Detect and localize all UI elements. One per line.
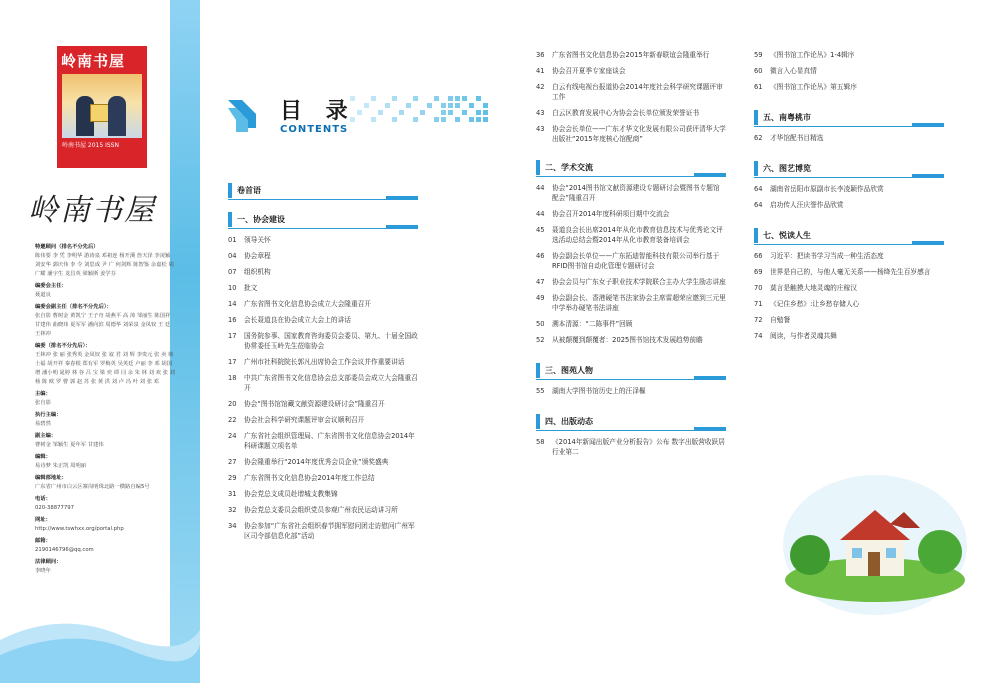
toc-item-title: 组织机构 bbox=[244, 268, 271, 276]
toc-column-2 bbox=[536, 50, 726, 475]
toc-column-3 bbox=[754, 50, 944, 359]
toc-item[interactable] bbox=[754, 315, 944, 325]
toc-item-title: 广东省图书文化信息协会2014年度工作总结 bbox=[244, 474, 375, 482]
toc-item-title: 启功传人汪庆誉作品欣赏 bbox=[770, 201, 844, 209]
magazine-cover bbox=[57, 46, 147, 168]
toc-item-title: 协会隆重举行“2014年度优秀会员企业”颁奖盛典 bbox=[244, 458, 389, 466]
section-title: 一、协会建设 bbox=[237, 215, 285, 224]
section-rule-accent bbox=[386, 196, 418, 199]
section-rule-accent bbox=[912, 174, 944, 177]
toc-item[interactable] bbox=[754, 184, 944, 194]
pattern-square bbox=[399, 110, 404, 115]
toc-item[interactable] bbox=[536, 277, 726, 287]
page-number: 47 bbox=[536, 278, 545, 286]
toc-item-title: 协会副会长单位——广东拓迪智能科技有限公司举行基于RFID图书馆自动化管理专题研讨会 bbox=[552, 252, 720, 270]
toc-item[interactable] bbox=[536, 209, 726, 219]
credit-label: 副主编： bbox=[35, 433, 57, 439]
page-number: 17 bbox=[228, 332, 237, 340]
toc-header bbox=[225, 88, 525, 148]
toc-item[interactable] bbox=[228, 431, 418, 451]
toc-item-title: 协会副会长、香港硬笔书法家协会主席雷超荣应邀到三元里中学举办硬笔书法讲座 bbox=[552, 294, 726, 312]
page-number: 58 bbox=[536, 438, 545, 446]
toc-item-title: 会长聂道良在协会成立大会上的讲话 bbox=[244, 316, 351, 324]
section-rule-accent bbox=[386, 225, 418, 228]
page-number: 36 bbox=[536, 51, 545, 59]
cover-footer: 岭南书屋 2015 ISSN bbox=[62, 142, 119, 149]
toc-item-title: 《记住乡愁》:让乡愁存储人心 bbox=[770, 300, 860, 308]
section-heading bbox=[754, 228, 944, 247]
credit-label: 编委会主任： bbox=[35, 283, 67, 289]
toc-item-title: 聂道良会长出席2014年从化市教育信息技术与优秀论文评选活动总结会暨2014年从化市教育装备培训会 bbox=[552, 226, 723, 244]
toc-item[interactable] bbox=[754, 251, 944, 261]
toc-item[interactable] bbox=[228, 267, 418, 277]
section-rule-accent bbox=[694, 173, 726, 176]
toc-item-title: 习近平：把读书学习当成一种生活态度 bbox=[770, 252, 884, 260]
toc-item[interactable] bbox=[228, 415, 418, 425]
toc-item-title: 《图书馆工作论丛》第五辑序 bbox=[770, 83, 857, 91]
sidebar-panel bbox=[0, 0, 200, 683]
toc-item-title: 湖南省岳阳市原副市长李凌颖作品欣赏 bbox=[770, 185, 884, 193]
toc-item[interactable] bbox=[754, 331, 944, 341]
page-number: 50 bbox=[536, 320, 545, 328]
section-rule bbox=[754, 126, 944, 127]
page-subtitle: CONTENTS bbox=[280, 124, 349, 135]
toc-item-title: 自勉餐 bbox=[770, 316, 791, 324]
page-number: 60 bbox=[754, 67, 763, 75]
toc-item-title: 《图书馆工作论丛》1-4辑序 bbox=[770, 51, 855, 59]
toc-item[interactable] bbox=[536, 293, 726, 313]
page-number: 66 bbox=[754, 252, 763, 260]
section-bar bbox=[754, 161, 758, 176]
section-title: 二、学术交流 bbox=[545, 163, 593, 172]
section-rule-accent bbox=[694, 427, 726, 430]
pattern-square bbox=[413, 117, 418, 122]
pattern-square bbox=[441, 117, 446, 122]
pattern-square bbox=[455, 96, 460, 101]
pattern-square bbox=[483, 117, 488, 122]
house-illustration bbox=[780, 470, 970, 620]
pattern-square bbox=[371, 96, 376, 101]
toc-item[interactable] bbox=[536, 335, 726, 345]
pattern-square bbox=[462, 110, 467, 115]
pattern-square bbox=[441, 103, 446, 108]
pattern-square bbox=[476, 96, 481, 101]
page-number: 22 bbox=[228, 416, 237, 424]
page-number: 62 bbox=[754, 134, 763, 142]
page-number: 71 bbox=[754, 300, 763, 308]
page-title: 目 录 bbox=[280, 99, 356, 124]
page-number: 44 bbox=[536, 210, 545, 218]
section-heading bbox=[228, 212, 418, 231]
pattern-square bbox=[434, 117, 439, 122]
toc-item-title: 协会召开2014年度科研项目期中交流会 bbox=[552, 210, 670, 218]
section-title: 七、悦读人生 bbox=[763, 231, 811, 240]
toc-item-title: 协会“2014图书馆文献资源建设专题研讨会暨图书专题馆配会”隆重召开 bbox=[552, 184, 720, 202]
section-heading bbox=[536, 160, 726, 179]
toc-item-title: 白云区教育发展中心为协会会长单位颁发荣誉证书 bbox=[552, 109, 700, 117]
pattern-square bbox=[469, 103, 474, 108]
toc-item-title: 湖南大学图书馆历史上的汪泽樞 bbox=[552, 387, 646, 395]
credit-label: 编辑： bbox=[35, 454, 51, 460]
toc-item[interactable] bbox=[228, 457, 418, 467]
toc-item[interactable] bbox=[754, 50, 944, 60]
pattern-square bbox=[441, 110, 446, 115]
pattern-square bbox=[483, 110, 488, 115]
section-heading bbox=[754, 110, 944, 129]
section-bar bbox=[536, 363, 540, 378]
credit-value: 广东省广州市白云区寨岗明珠北路一横路自编5号 bbox=[35, 484, 150, 490]
toc-item[interactable] bbox=[536, 108, 726, 118]
toc-item[interactable] bbox=[754, 267, 944, 277]
credit-label: 编委会副主任（排名不分先后）： bbox=[35, 304, 112, 310]
credit-label: 邮箱： bbox=[35, 538, 51, 544]
section-rule-accent bbox=[694, 376, 726, 379]
pattern-square bbox=[392, 96, 397, 101]
pattern-square bbox=[392, 117, 397, 122]
credit-value: http://www.tswhxx.org/portal.php bbox=[35, 526, 124, 532]
credit-label: 网址： bbox=[35, 517, 51, 523]
toc-item-title: 国务院参事、国家教育咨询委员会委员、第九、十届全国政协常委任玉岭先生莅临协会 bbox=[244, 332, 418, 350]
toc-item[interactable] bbox=[754, 82, 944, 92]
toc-item-title: 溯本清源：“二陈事件”回顾 bbox=[552, 320, 633, 328]
toc-item-title: 阅读，与作者灵魂共舞 bbox=[770, 332, 837, 340]
page-number: 46 bbox=[536, 252, 545, 260]
toc-item-title: 才华馆配书目精选 bbox=[770, 134, 824, 142]
credit-value: 易诗梦 朱正凯 周明丽 bbox=[35, 463, 87, 469]
credit-value: 020-38877797 bbox=[35, 505, 74, 511]
brand-logo: 岭南书屋 bbox=[28, 193, 156, 228]
toc-item-title: 协会参加“广东省社会组织春节拥军慰问团走访慰问广州军区司令部信息化部”活动 bbox=[244, 522, 415, 540]
toc-item[interactable] bbox=[228, 331, 418, 351]
page-number: 59 bbox=[754, 51, 763, 59]
toc-item-title: 从被颠覆到颠覆者：2025图书馆技术发展趋势前瞻 bbox=[552, 336, 703, 344]
page-number: 72 bbox=[754, 316, 763, 324]
toc-item-title: 协会会长单位——广东才华文化发展有限公司获评清华大学出版社“2015年度核心馆配商” bbox=[552, 125, 726, 143]
toc-item[interactable] bbox=[228, 235, 418, 245]
section-heading bbox=[536, 363, 726, 382]
section-bar bbox=[754, 228, 758, 243]
page-number: 01 bbox=[228, 236, 237, 244]
credit-label: 电话： bbox=[35, 496, 51, 502]
page-number: 64 bbox=[754, 185, 763, 193]
cover-title: 岭南书屋 bbox=[61, 52, 126, 70]
page-number: 27 bbox=[228, 458, 237, 466]
section-title: 四、出版动态 bbox=[545, 417, 593, 426]
toc-item[interactable] bbox=[754, 299, 944, 309]
page-number: 44 bbox=[536, 184, 545, 192]
credit-label: 主编： bbox=[35, 391, 51, 397]
page-number: 31 bbox=[228, 490, 237, 498]
section-title: 三、图苑人物 bbox=[545, 366, 593, 375]
page-number: 10 bbox=[228, 284, 237, 292]
toc-item-title: 协会党总支委员会组织党员参观广州农民运动讲习所 bbox=[244, 506, 398, 514]
toc-item[interactable] bbox=[228, 473, 418, 483]
section-bar bbox=[228, 212, 232, 227]
toc-item-title: 协会章程 bbox=[244, 252, 271, 260]
pattern-square bbox=[350, 117, 355, 122]
toc-item[interactable] bbox=[536, 437, 726, 457]
section-rule bbox=[228, 228, 418, 229]
pattern-square bbox=[434, 96, 439, 101]
credit-value: 聂道良 bbox=[35, 292, 51, 298]
page-number: 55 bbox=[536, 387, 545, 395]
pattern-square bbox=[469, 117, 474, 122]
page-number: 34 bbox=[228, 522, 237, 530]
square-pattern bbox=[350, 96, 500, 126]
toc-item-title: 批文 bbox=[244, 284, 258, 292]
pattern-square bbox=[448, 110, 453, 115]
credit-label: 编辑部地址： bbox=[35, 475, 67, 481]
page-number: 07 bbox=[228, 268, 237, 276]
wave-decoration bbox=[0, 600, 200, 683]
section-title: 六、图艺博览 bbox=[763, 164, 811, 173]
pattern-square bbox=[455, 103, 460, 108]
toc-item[interactable] bbox=[536, 251, 726, 271]
toc-item[interactable] bbox=[228, 251, 418, 261]
section-bar bbox=[536, 414, 540, 429]
page-number: 74 bbox=[754, 332, 763, 340]
cover-photo bbox=[62, 74, 142, 138]
pattern-square bbox=[427, 103, 432, 108]
section-rule-accent bbox=[912, 123, 944, 126]
page-number: 61 bbox=[754, 83, 763, 91]
section-rule bbox=[536, 430, 726, 431]
page-number: 29 bbox=[228, 474, 237, 482]
page-number: 18 bbox=[228, 374, 237, 382]
page-number: 43 bbox=[536, 125, 545, 133]
toc-item[interactable] bbox=[536, 66, 726, 76]
credit-value: 曹树金 邹颖生 夏年军 甘建伟 bbox=[35, 442, 104, 448]
pattern-square bbox=[385, 103, 390, 108]
section-title: 卷首语 bbox=[237, 186, 261, 195]
pattern-square bbox=[455, 117, 460, 122]
toc-item[interactable] bbox=[754, 200, 944, 210]
pattern-square bbox=[364, 103, 369, 108]
pattern-square bbox=[476, 117, 481, 122]
pattern-square bbox=[448, 103, 453, 108]
toc-item[interactable] bbox=[228, 283, 418, 293]
section-rule bbox=[536, 379, 726, 380]
section-title: 五、南粤桃市 bbox=[763, 113, 811, 122]
pattern-square bbox=[378, 110, 383, 115]
toc-column-1 bbox=[228, 183, 418, 553]
toc-item[interactable] bbox=[228, 373, 418, 393]
credit-label: 特邀顾问（排名不分先后） bbox=[35, 244, 99, 250]
credit-label: 执行主编： bbox=[35, 412, 62, 418]
toc-item-title: 微言入心显真情 bbox=[770, 67, 817, 75]
pattern-square bbox=[483, 103, 488, 108]
pattern-square bbox=[413, 96, 418, 101]
toc-item-title: 广东省图书文化信息协会成立大会隆重召开 bbox=[244, 300, 372, 308]
credit-value: 王林冲 张 丽 张秀英 金凤钗 张 叙 君 刘 辉 李贵元 张 卖 韩士福 胡开祥 秦春根 郑有军 罗梅英 吴英廷 卢丽 李 邓 胡国增 潘小明 晁婷 林 谷 吕 宝 梁 奕 谭 闫 余 朱 林 刘 欢 张 刘 杨 陈 欧 罗 曹 郭 赵 苏 张 黄 洪 刘 卢 冯 叶 刘 张 邓 bbox=[35, 352, 175, 385]
section-heading bbox=[754, 161, 944, 180]
credit-value: 张自影 曹树金 黄凯宁 王子舟 胡燕平 高 漳 邹丽生 陈国祥 甘建伟 曲晓玮 夏军军 潘向滨 周德华 刘荣泉 金凤钗 王 廷 王林冲 bbox=[35, 313, 171, 337]
page-number: 04 bbox=[228, 252, 237, 260]
credit-value: 李晓年 bbox=[35, 568, 51, 574]
pattern-square bbox=[420, 110, 425, 115]
page-number: 20 bbox=[228, 400, 237, 408]
toc-item[interactable] bbox=[228, 399, 418, 409]
toc-item-title: 世界是自己的，与他人毫无关系——杨绛先生百岁感言 bbox=[770, 268, 931, 276]
pattern-square bbox=[476, 110, 481, 115]
toc-item[interactable] bbox=[228, 489, 418, 499]
page-number: 41 bbox=[536, 67, 545, 75]
credit-label: 法律顾问： bbox=[35, 559, 62, 565]
toc-item-title: 《2014年新闻出版产业分析报告》公布 数字出版营收跃居行业第二 bbox=[552, 438, 725, 456]
section-bar bbox=[754, 110, 758, 125]
page-number: 24 bbox=[228, 432, 237, 440]
section-heading bbox=[536, 414, 726, 433]
page-number: 42 bbox=[536, 83, 545, 91]
toc-item[interactable] bbox=[536, 124, 726, 144]
toc-item[interactable] bbox=[536, 319, 726, 329]
section-rule-accent bbox=[912, 241, 944, 244]
toc-item-title: 白云有线电视台报道协会2014年度社会科学研究课题评审工作 bbox=[552, 83, 723, 101]
pattern-square bbox=[406, 103, 411, 108]
toc-item-title: 协会党总支成员赴增城支教集锦 bbox=[244, 490, 338, 498]
page-number: 45 bbox=[536, 226, 545, 234]
page-number: 17 bbox=[228, 358, 237, 366]
toc-item-title: 莫言是触摸大地灵魂的庄稼汉 bbox=[770, 284, 857, 292]
toc-item[interactable] bbox=[228, 315, 418, 325]
pattern-square bbox=[462, 96, 467, 101]
toc-item-title: 协会社会科学研究课题评审会议顺利召开 bbox=[244, 416, 365, 424]
toc-item[interactable] bbox=[536, 50, 726, 60]
toc-item[interactable] bbox=[754, 133, 944, 143]
page-number: 69 bbox=[754, 268, 763, 276]
section-rule bbox=[754, 177, 944, 178]
section-rule bbox=[536, 176, 726, 177]
page-number: 32 bbox=[228, 506, 237, 514]
toc-item[interactable] bbox=[228, 357, 418, 367]
toc-item-title: 协会会员与广东女子职业技术学院联合主办大学生励志讲座 bbox=[552, 278, 726, 286]
page-number: 64 bbox=[754, 201, 763, 209]
toc-item[interactable] bbox=[536, 82, 726, 102]
section-rule bbox=[228, 199, 418, 200]
section-bar bbox=[536, 160, 540, 175]
toc-item-title: 广东省图书文化信息协会2015年新春联谊会隆重举行 bbox=[552, 51, 710, 59]
pattern-square bbox=[371, 117, 376, 122]
section-bar bbox=[228, 183, 232, 198]
toc-item[interactable] bbox=[754, 66, 944, 76]
section-heading bbox=[228, 183, 418, 202]
page-number: 14 bbox=[228, 300, 237, 308]
toc-item-title: 广东省社会组织管理局、广东省图书文化信息协会2014年科研课题立项名单 bbox=[244, 432, 415, 450]
toc-item-title: 协会“图书馆馆藏文献资源建设研讨会”隆重召开 bbox=[244, 400, 385, 408]
page-number: 43 bbox=[536, 109, 545, 117]
toc-item-title: 中共广东省图书文化信息协会总支部委员会成立大会隆重召开 bbox=[244, 374, 418, 392]
section-rule bbox=[754, 244, 944, 245]
credits-list bbox=[35, 240, 175, 576]
toc-item[interactable] bbox=[228, 521, 418, 541]
pattern-square bbox=[448, 96, 453, 101]
chevron-down-icon bbox=[228, 100, 264, 136]
toc-item[interactable] bbox=[228, 505, 418, 515]
toc-item-title: 领导关怀 bbox=[244, 236, 271, 244]
credit-label: 编委（排名不分先后）： bbox=[35, 343, 91, 349]
page-number: 52 bbox=[536, 336, 545, 344]
pattern-square bbox=[357, 110, 362, 115]
page-number: 70 bbox=[754, 284, 763, 292]
page-number: 49 bbox=[536, 294, 545, 302]
credit-value: 2190146796@qq.com bbox=[35, 547, 94, 553]
toc-item[interactable] bbox=[228, 299, 418, 309]
toc-item[interactable] bbox=[536, 183, 726, 203]
toc-item[interactable] bbox=[536, 386, 726, 396]
credit-value: 陈伟要 李 凭 李明华 游涛泉 邓祖连 杨开溪 詹天泽 李凌颖 刘安华 郭庆伟 李 令 刘思成 尹 广 何剑辉 陈智鉴 余嘉松 胡广耀 潘宇生 龙昌英 梁颖斯 姜学芬 bbox=[35, 253, 174, 277]
toc-item[interactable] bbox=[536, 225, 726, 245]
pattern-square bbox=[350, 96, 355, 101]
toc-item-title: 广州市社科院院长郭凡出席协会工作会议并作重要讲话 bbox=[244, 358, 405, 366]
toc-item[interactable] bbox=[754, 283, 944, 293]
credit-value: 易碧然 bbox=[35, 421, 51, 427]
credit-value: 张自影 bbox=[35, 400, 51, 406]
toc-item-title: 协会召开夏季专家座谈会 bbox=[552, 67, 626, 75]
page-number: 16 bbox=[228, 316, 237, 324]
